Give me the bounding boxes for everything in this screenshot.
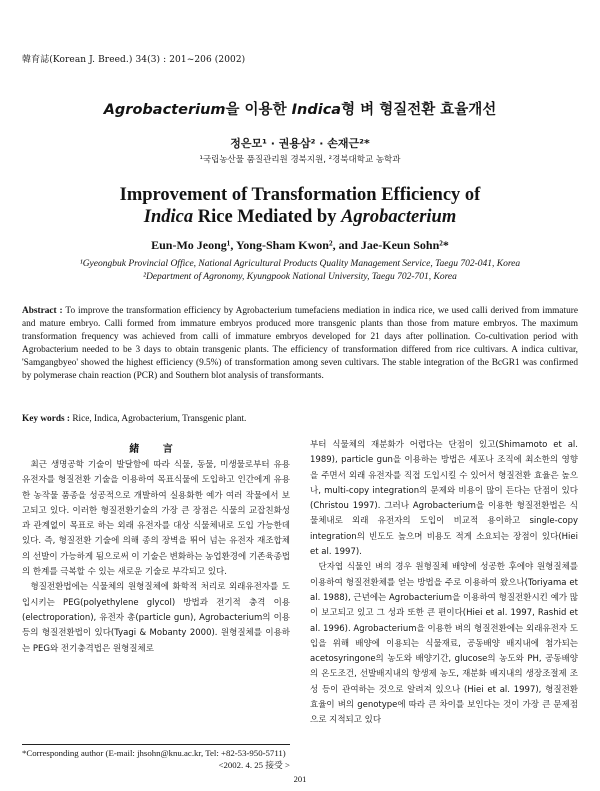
footnote [22, 747, 290, 771]
korean-affiliations: ¹국립농산물 품질관리원 경북지원, ²경북대학교 농학과 [199, 155, 401, 165]
korean-authors: 정은모¹ · 권용삼² · 손재근²* [230, 137, 370, 150]
left-paragraph-2: 형질전환법에는 식물체의 원형질체에 화학적 처리로 외래유전자를 도입시키는 PEG(polyethylene glycol) 방법과 전기적 충격 이용(electroporation), 유전자 총(particle gun), Agrobacterium의 이용 등의 형질전환법이 있다(Tyagi & Mobanty 2000). 원형질체를 이용하는 PEG와 전기충격법은 원형질체로 [22, 582, 290, 654]
korean-title-italic-1: Agrobacterium [103, 102, 226, 118]
english-title-line-2 [0, 206, 600, 228]
keywords [22, 414, 246, 424]
english-affiliation-2: ²Department of Agronomy, Kyungpook National University, Taegu 702-701, Korea [143, 271, 457, 282]
abstract [22, 305, 578, 384]
english-title-mid: Rice Mediated by [193, 207, 342, 227]
section-heading: 緒 言 [129, 444, 183, 455]
korean-title [0, 98, 600, 119]
english-title-italic-2: Agrobacterium [341, 207, 457, 227]
right-paragraph-2: 단자엽 식물인 벼의 경우 원형질체 배양에 성공한 후에야 원형질체를 이용하여 형질전환체를 얻는 방법을 주로 이용하여 왔으나(Toriyama et al. 1988), 근년에는 Agrobacterium을 이용하여 형질전환시킨 예가 많이 보고되고 있고 그 성과 또한 큰 편이다(Hiei et al. 1997, Rashid et al. 1996). Agrobacterium을 이용한 벼의 형질전환에는 외래유전자 도입을 위해 배양에 이용되는 식물재료, 공동배양 배지내에 첨가되는 acetosyringone의 농도와 배양기간, glucose의 농도와 PH, 공동배양의 온도조건, 선발배지내의 항생제 농도, 재분화 배지내의 생장조절제 조성 등이 관여하는 것으로 알려져 있으나 (Hiei et al. 1997), 형질전환 효율이 벼의 genotype에 따라 큰 차이를 보인다는 것이 가장 큰 문제점으로 지적되고 있다 [310, 562, 578, 726]
keywords-label: Key words : [22, 414, 71, 424]
english-affiliations [0, 258, 600, 283]
korean-title-part-3: 형 벼 형질전환 효율개선 [341, 102, 497, 118]
left-column [22, 458, 290, 657]
right-column [310, 438, 578, 729]
left-paragraph-1: 최근 생명공학 기술이 발달함에 따라 식물, 동물, 미생물로부터 유용 유전자를 형질전환 기술을 이용하여 목표식물에 도입하고 인간에게 유용한 농작물 품종을 성공적으로 개발하여 실용화한 예가 여러 작물에서 보고되고 있다. 이러한 형질전환기술의 가장 큰 장점은 식물의 교잡친화성과 관계없이 목표로 하는 외래 유전자를 대상 식물체내로 도입 가능한데 있다. 즉, 형질전환 기술에 의해 종의 장벽을 뛰어 넘는 유전자 재조합체의 선발이 가능하게 됨으로써 이 기술은 변화하는 농업환경에 기존육종법의 한계를 극복할 수 있는 새로운 기술로 부각되고 있다. [22, 460, 290, 578]
abstract-label: Abstract : [22, 306, 63, 316]
english-title-line-1: Improvement of Transformation Efficiency of [119, 185, 481, 205]
corresponding-author: *Corresponding author (E-mail: jhsohn@knu.ac.kr, Tel: +82-53-950-5711) [22, 748, 286, 758]
english-authors: Eun-Mo Jeong¹, Yong-Sham Kwon², and Jae-Keun Sohn²* [151, 238, 449, 252]
english-title [0, 184, 600, 228]
page-number: 201 [293, 774, 307, 784]
abstract-text: To improve the transformation efficiency by Agrobacterium tumefaciens mediation in indica rice, we used calli derived from immature and mature embryo. Calli formed from immature embryos produced more transgenic plants than those from mature embryos. The maximum transformation frequency was achieved from calli of immature embryos developed for 21 days after pollination. Co-cultivation period with Agrobacterium needed to be 3 days to obtain transgenic plants. The efficiency of transformation differed from rice cultivars. A indica cultivar, 'Samgangbyeo' showed the highest efficiency (9.5%) of transformation among seven cultivars. The stable integration of the BcGR1 was confirmed by polymerase chain reaction (PCR) and Southern blot analysis of transformants. [22, 306, 578, 382]
english-title-italic-1: Indica [143, 207, 194, 227]
footnote-rule [22, 744, 290, 745]
korean-title-italic-2: Indica [291, 102, 342, 118]
keywords-text: Rice, Indica, Agrobacterium, Transgenic plant. [72, 414, 247, 424]
korean-title-part-2: 을 이용한 [225, 102, 292, 118]
journal-header: 韓育誌(Korean J. Breed.) 34(3) : 201~206 (2002) [22, 55, 246, 65]
right-paragraph-1: 부터 식물체의 재분화가 어렵다는 단점이 있고(Shimamoto et al. 1989), particle gun을 이용하는 방법은 세포나 조직에 최소한의 영향을 주면서 외래 유전자를 직접 도입시킬 수 있어서 형질전환 효율은 높으나, multi-copy integration의 문제와 비용이 많이 든다는 단점이 있다(Christou 1997). 그러나 Agrobacterium을 이용한 형질전환법은 식물체내로 외래 유전자의 도입이 비교적 용이하고 single-copy integration의 빈도도 높으며 비용도 적게 소요되는 장점이 있다(Hiei et al. 1997). [310, 440, 578, 558]
received-date: <2002. 4. 25 接受 > [218, 760, 290, 770]
english-affiliation-1: ¹Gyeongbuk Provincial Office, National Agricultural Products Quality Management Service, Taegu 702-041, Korea [79, 259, 521, 269]
